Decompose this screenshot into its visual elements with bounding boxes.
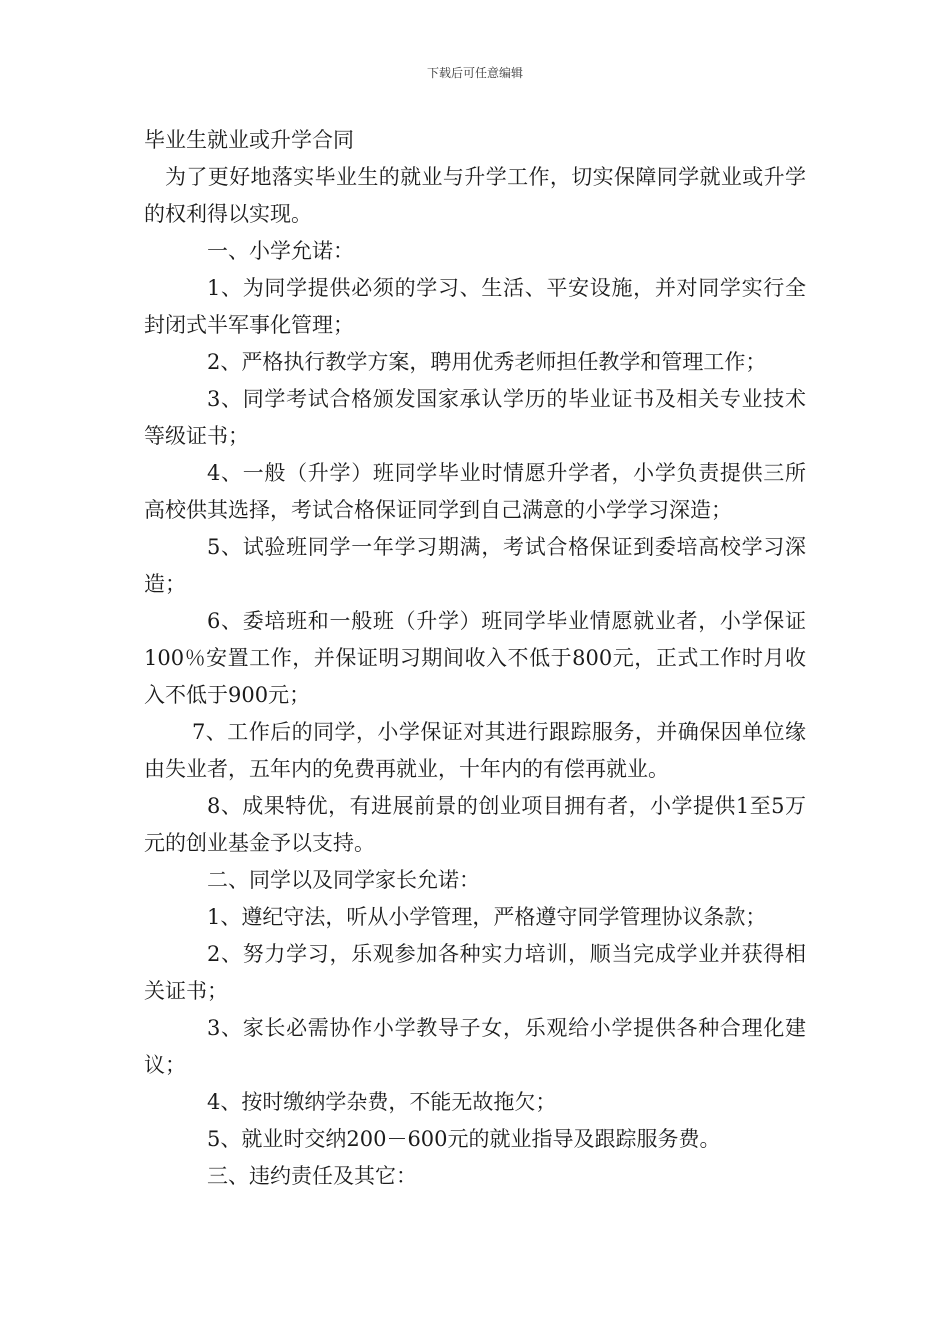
page-header-note: 下载后可任意编辑 [426,66,523,80]
clause-item: 6、委培班和一般班（升学）班同学毕业情愿就业者，小学保证100％安置工作，并保证明习期间收入不低于800元，正式工作时月收入不低于900元； [144,609,806,707]
clause-item: 1、为同学提供必须的学习、生活、平安设施，并对同学实行全封闭式半军事化管理； [144,276,806,337]
document-body [144,122,806,1195]
section-heading-liability: 三、违约责任及其它： [207,1164,417,1188]
clause-item: 2、严格执行教学方案，聘用优秀老师担任教学和管理工作； [207,350,767,374]
clause-item: 3、家长必需协作小学教导子女，乐观给小学提供各种合理化建议； [144,1016,806,1077]
document-title: 毕业生就业或升学合同 [144,128,354,152]
clause-item: 7、工作后的同学，小学保证对其进行跟踪服务，并确保因单位缘由失业者，五年内的免费再就业，十年内的有偿再就业。 [144,720,806,781]
clause-item: 3、同学考试合格颁发国家承认学历的毕业证书及相关专业技术等级证书； [144,387,806,448]
clause-item: 4、一般（升学）班同学毕业时情愿升学者，小学负责提供三所高校供其选择，考试合格保证同学到自己满意的小学学习深造； [144,461,806,522]
clause-item: 4、按时缴纳学杂费，不能无故拖欠； [207,1090,557,1114]
clause-item: 2、努力学习，乐观参加各种实力培训，顺当完成学业并获得相关证书； [144,942,806,1003]
intro-paragraph: 为了更好地落实毕业生的就业与升学工作，切实保障同学就业或升学的权利得以实现。 [144,165,806,226]
clause-item: 8、成果特优，有进展前景的创业项目拥有者，小学提供1至5万元的创业基金予以支持。 [144,794,806,855]
clause-item: 5、就业时交纳200－600元的就业指导及跟踪服务费。 [207,1127,721,1151]
section-heading-school-promises: 一、小学允诺： [207,239,354,263]
clause-item: 1、遵纪守法，听从小学管理，严格遵守同学管理协议条款； [207,905,767,929]
section-heading-student-promises: 二、同学以及同学家长允诺： [207,868,480,892]
clause-item: 5、试验班同学一年学习期满，考试合格保证到委培高校学习深造； [144,535,806,596]
